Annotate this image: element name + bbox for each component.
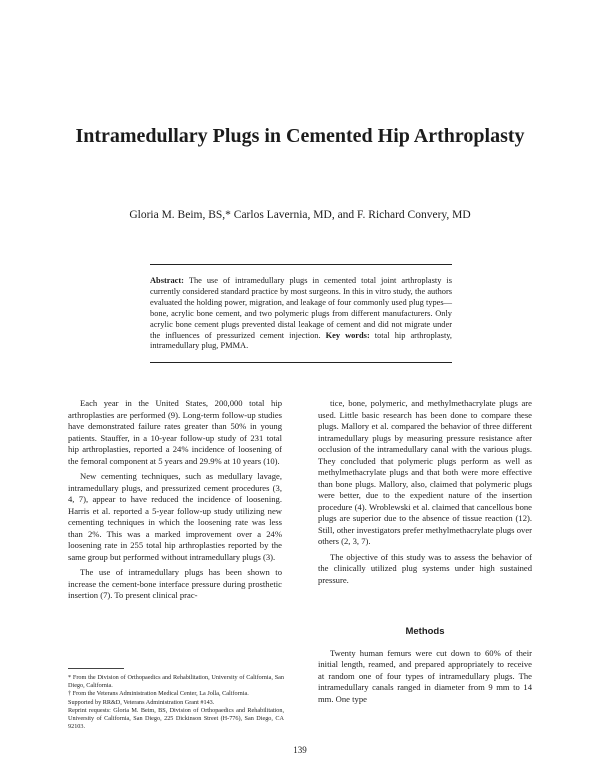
body-paragraph: New cementing techniques, such as medullary lavage, intramedullary plugs, and pressurized cement procedures (3, 4, 7), appear to have reduced the incidence of loosening. Harris et al. reported a 5-year follow-up study utilizing new cementing techniques in which the loosening rate was less than 2%. This was a marked improvement over a 24% loosening rate in 255 total hip arthroplasties reported by the same group but performed without intramedullary plugs (3). [68,471,282,562]
footnote: * From the Division of Orthopaedics and Rehabilitation, University of California, San Diego, California. [68,674,284,689]
keywords-text: total hip arthroplasty, intramedullary plug, PMMA. [150,330,453,351]
footnotes [68,674,284,731]
author-list: Gloria M. Beim, BS,* Carlos Lavernia, MD, and F. Richard Convery, MD [129,209,471,221]
footnote: † From the Veterans Administration Medical Center, La Jolla, California. [68,690,249,698]
keywords-label: Key words: [325,330,370,340]
body-paragraph: The objective of this study was to assess the behavior of the clinically utilized plug systems under high sustained pressure. [318,551,532,585]
footnote: Supported by RR&D, Veterans Administration Grant #143. [68,698,215,706]
page-number: 139 [293,745,307,755]
abstract-text: The use of intramedullary plugs in cemented total joint arthroplasty is currently considered standard practice by most surgeons. In this in vitro study, the authors evaluated the holding power, migration, and leakage of four commonly used plug types—bone, acrylic bone cement, and two polymeric plugs from different manufacturers. Only acrylic bone cement plugs prevented distal leakage of cement and did not migrate under the influences of pressurized cement injection. [150,276,452,340]
abstract-block [150,264,452,363]
body-paragraph: tice, bone, polymeric, and methylmethacrylate plugs are used. Little basic research has been done to compare these plugs. Mallory et al. compared the behavior of three different intramedullary plugs by measuring pressure resistance after occlusion of the intramedullary canal with the various plugs. They concluded that polymeric plugs perform as well as methylmethacrylate plugs and that both were more effective than bone plugs. Mallory, also, claimed that polymeric plugs were better, due to the expedient nature of the insertion procedure (4). Wroblewski et al. claimed that cancellous bone plugs are superior due to the absence of tissue reaction (12). Still, other investigators prefer methylmethacrylate plugs over others (2, 3, 7). [318,398,532,546]
body-paragraph: The use of intramedullary plugs has been shown to increase the cement-bone interface pressure during prosthetic insertion (7). To present clinical prac- [68,567,282,600]
body-paragraph: Each year in the United States, 200,000 total hip arthroplasties are performed (9). Long-term follow-up studies have demonstrated failure rates greater than 50% in young patients. Stauffer, in a 10-year follow-up study of 231 total hip arthroplasties, reported a 24% incidence of loosening of the femoral component at 5 years and 29.9% at 10 years (10). [68,398,282,466]
footnote: Reprint requests: Gloria M. Beim, BS, Division of Orthopaedics and Rehabilitation, University of California, San Diego, 225 Dickinson Street (H-776), San Diego, CA 92103. [68,707,284,730]
body-column-left [68,398,282,602]
paper-title: Intramedullary Plugs in Cemented Hip Arthroplasty [75,125,525,147]
methods-paragraph: Twenty human femurs were cut down to 60% of their initial length, reamed, and prepared appropriately to receive at random one of four types of intramedullary plugs. The intramedullary canals ranged in diameter from 9 mm to 14 mm. One type [318,647,532,704]
section-heading-methods: Methods [405,626,445,637]
body-column-right [318,398,532,705]
footnote-divider [68,668,124,669]
abstract-label: Abstract: [150,276,184,285]
